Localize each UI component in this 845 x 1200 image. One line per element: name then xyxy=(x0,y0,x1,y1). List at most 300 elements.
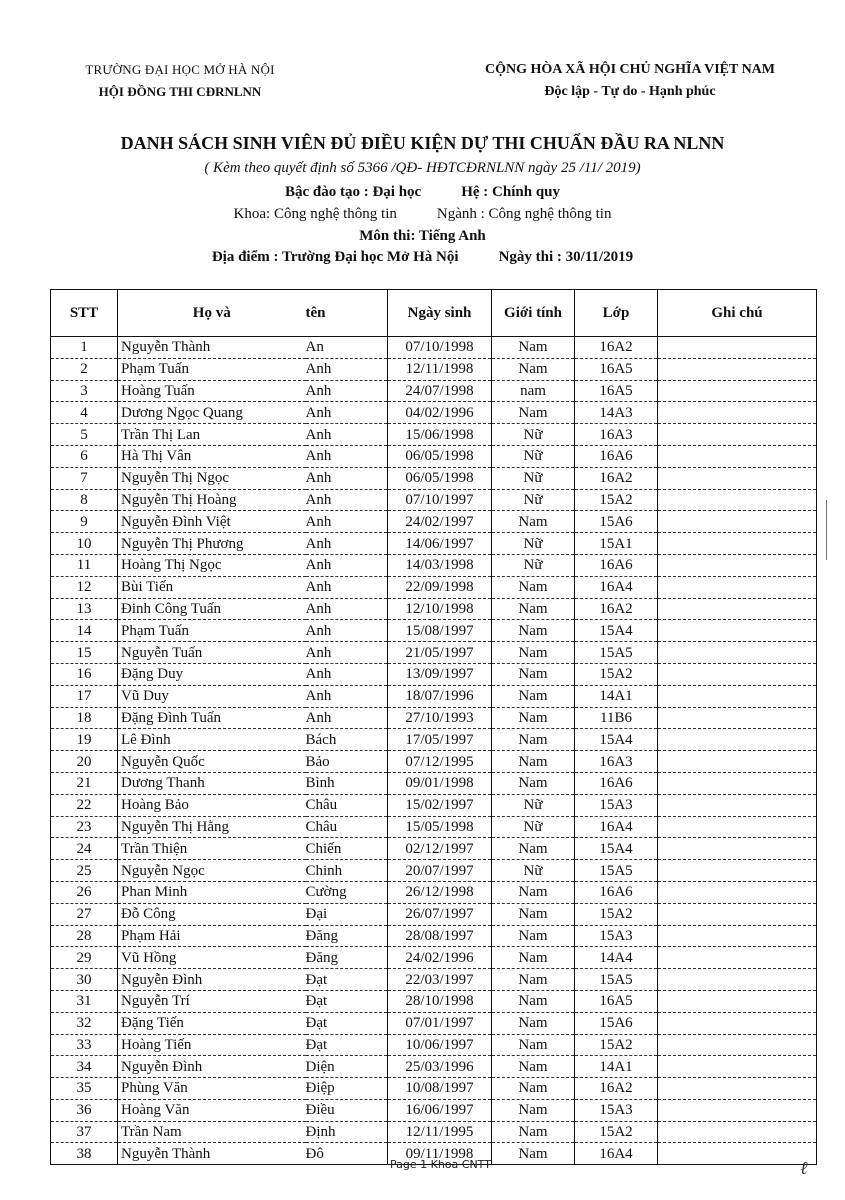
cell-ngay-sinh: 24/02/1997 xyxy=(388,511,492,533)
cell-lop: 16A6 xyxy=(575,554,658,576)
cell-ho: Vũ Hồng xyxy=(118,947,306,969)
meta-location-line xyxy=(0,249,845,266)
table-row xyxy=(51,1099,817,1121)
table-row xyxy=(51,358,817,380)
table-row xyxy=(51,642,817,664)
cell-ghi-chu xyxy=(658,1143,817,1165)
cell-ten: Bách xyxy=(306,729,388,751)
table-row xyxy=(51,467,817,489)
country-name: CỘNG HÒA XÃ HỘI CHỦ NGHĨA VIỆT NAM xyxy=(484,62,775,77)
cell-ghi-chu xyxy=(658,860,817,882)
cell-lop: 15A5 xyxy=(575,969,658,991)
cell-lop: 16A2 xyxy=(575,337,658,359)
cell-ten: Anh xyxy=(306,554,388,576)
cell-stt: 30 xyxy=(51,969,118,991)
cell-ten: Anh xyxy=(306,663,388,685)
cell-lop: 14A3 xyxy=(575,402,658,424)
cell-stt: 4 xyxy=(51,402,118,424)
cell-stt: 25 xyxy=(51,860,118,882)
cell-ngay-sinh: 10/06/1997 xyxy=(388,1034,492,1056)
cell-gioi-tinh: Nam xyxy=(492,1012,575,1034)
cell-gioi-tinh: Nam xyxy=(492,663,575,685)
cell-ho: Vũ Duy xyxy=(118,685,306,707)
cell-ho: Phan Minh xyxy=(118,881,306,903)
cell-ho: Nguyễn Thành xyxy=(118,337,306,359)
cell-ho: Phạm Hải xyxy=(118,925,306,947)
meta-subject-line xyxy=(0,228,845,245)
cell-ghi-chu xyxy=(658,642,817,664)
cell-ten: Anh xyxy=(306,489,388,511)
cell-ten: Anh xyxy=(306,445,388,467)
cell-stt: 32 xyxy=(51,1012,118,1034)
cell-ho: Hà Thị Vân xyxy=(118,445,306,467)
cell-stt: 6 xyxy=(51,445,118,467)
cell-ho: Hoàng Bảo xyxy=(118,794,306,816)
cell-stt: 34 xyxy=(51,1056,118,1078)
cell-lop: 15A2 xyxy=(575,1034,658,1056)
education-level: Bậc đào tạo : Đại học xyxy=(284,184,422,200)
header-ghi-chu: Ghi chú xyxy=(658,290,817,337)
cell-ghi-chu xyxy=(658,707,817,729)
table-row xyxy=(51,533,817,555)
cell-lop: 15A4 xyxy=(575,838,658,860)
cell-ghi-chu xyxy=(658,685,817,707)
table-row xyxy=(51,751,817,773)
cell-ten: Đạt xyxy=(306,1034,388,1056)
cell-ten: Bình xyxy=(306,772,388,794)
cell-ghi-chu xyxy=(658,576,817,598)
cell-lop: 16A4 xyxy=(575,1143,658,1165)
cell-ngay-sinh: 27/10/1993 xyxy=(388,707,492,729)
cell-gioi-tinh: Nam xyxy=(492,707,575,729)
cell-ho: Dương Thanh xyxy=(118,772,306,794)
cell-ghi-chu xyxy=(658,554,817,576)
cell-ngay-sinh: 12/11/1995 xyxy=(388,1121,492,1143)
student-list-table-wrapper xyxy=(50,289,816,1165)
cell-stt: 3 xyxy=(51,380,118,402)
table-body xyxy=(51,337,817,1165)
cell-ho: Nguyễn Đình Việt xyxy=(118,511,306,533)
cell-lop: 16A2 xyxy=(575,467,658,489)
table-row xyxy=(51,794,817,816)
cell-stt: 24 xyxy=(51,838,118,860)
table-row xyxy=(51,489,817,511)
cell-ngay-sinh: 10/08/1997 xyxy=(388,1078,492,1100)
header-lop: Lớp xyxy=(575,290,658,337)
cell-stt: 23 xyxy=(51,816,118,838)
cell-gioi-tinh: Nữ xyxy=(492,816,575,838)
cell-lop: 15A2 xyxy=(575,489,658,511)
cell-ho: Đặng Tiến xyxy=(118,1012,306,1034)
table-row xyxy=(51,860,817,882)
cell-ten: Anh xyxy=(306,620,388,642)
header-gioi-tinh: Giới tính xyxy=(492,290,575,337)
faculty: Khoa: Công nghệ thông tin xyxy=(233,206,397,222)
cell-ho: Nguyễn Thành xyxy=(118,1143,306,1165)
cell-gioi-tinh: Nam xyxy=(492,925,575,947)
cell-ngay-sinh: 07/10/1998 xyxy=(388,337,492,359)
cell-ghi-chu xyxy=(658,511,817,533)
cell-stt: 26 xyxy=(51,881,118,903)
cell-ten: Chiến xyxy=(306,838,388,860)
cell-lop: 15A3 xyxy=(575,794,658,816)
cell-stt: 9 xyxy=(51,511,118,533)
cell-ten: Đăng xyxy=(306,947,388,969)
cell-ghi-chu xyxy=(658,424,817,446)
table-row xyxy=(51,424,817,446)
cell-lop: 16A4 xyxy=(575,816,658,838)
cell-stt: 18 xyxy=(51,707,118,729)
cell-ngay-sinh: 15/02/1997 xyxy=(388,794,492,816)
table-row xyxy=(51,402,817,424)
cell-ten: Đô xyxy=(306,1143,388,1165)
cell-ngay-sinh: 15/06/1998 xyxy=(388,424,492,446)
cell-ngay-sinh: 21/05/1997 xyxy=(388,642,492,664)
cell-ghi-chu xyxy=(658,402,817,424)
motto: Độc lập - Tự do - Hạnh phúc xyxy=(544,84,716,99)
cell-lop: 15A6 xyxy=(575,1012,658,1034)
cell-ho: Nguyễn Tuấn xyxy=(118,642,306,664)
cell-ngay-sinh: 28/10/1998 xyxy=(388,990,492,1012)
header-stt: STT xyxy=(51,290,118,337)
study-system: Hệ : Chính quy xyxy=(461,184,561,200)
cell-gioi-tinh: Nam xyxy=(492,1078,575,1100)
table-row xyxy=(51,1012,817,1034)
cell-stt: 5 xyxy=(51,424,118,446)
cell-stt: 13 xyxy=(51,598,118,620)
cell-gioi-tinh: Nữ xyxy=(492,489,575,511)
cell-stt: 22 xyxy=(51,794,118,816)
cell-ghi-chu xyxy=(658,337,817,359)
cell-gioi-tinh: Nam xyxy=(492,969,575,991)
cell-stt: 35 xyxy=(51,1078,118,1100)
table-row xyxy=(51,729,817,751)
cell-gioi-tinh: Nam xyxy=(492,881,575,903)
cell-gioi-tinh: Nam xyxy=(492,402,575,424)
cell-ho: Nguyễn Ngọc xyxy=(118,860,306,882)
cell-gioi-tinh: Nam xyxy=(492,511,575,533)
cell-ngay-sinh: 22/03/1997 xyxy=(388,969,492,991)
cell-lop: 16A3 xyxy=(575,751,658,773)
table-row xyxy=(51,685,817,707)
cell-ten: Diện xyxy=(306,1056,388,1078)
cell-stt: 7 xyxy=(51,467,118,489)
cell-ho: Phạm Tuấn xyxy=(118,358,306,380)
cell-ho: Dương Ngọc Quang xyxy=(118,402,306,424)
cell-ngay-sinh: 17/05/1997 xyxy=(388,729,492,751)
cell-gioi-tinh: Nam xyxy=(492,1121,575,1143)
cell-gioi-tinh: Nữ xyxy=(492,860,575,882)
cell-ten: Anh xyxy=(306,511,388,533)
cell-ngay-sinh: 12/11/1998 xyxy=(388,358,492,380)
cell-gioi-tinh: Nữ xyxy=(492,794,575,816)
cell-ghi-chu xyxy=(658,1056,817,1078)
cell-ghi-chu xyxy=(658,1012,817,1034)
cell-ten: Đại xyxy=(306,903,388,925)
cell-ghi-chu xyxy=(658,1078,817,1100)
cell-stt: 14 xyxy=(51,620,118,642)
cell-ngay-sinh: 07/01/1997 xyxy=(388,1012,492,1034)
cell-ghi-chu xyxy=(658,751,817,773)
cell-gioi-tinh: Nam xyxy=(492,642,575,664)
cell-stt: 28 xyxy=(51,925,118,947)
cell-ghi-chu xyxy=(658,990,817,1012)
table-row xyxy=(51,772,817,794)
cell-stt: 12 xyxy=(51,576,118,598)
cell-lop: 15A2 xyxy=(575,903,658,925)
cell-ghi-chu xyxy=(658,838,817,860)
cell-stt: 37 xyxy=(51,1121,118,1143)
major: Ngành : Công nghệ thông tin xyxy=(436,206,612,222)
cell-ten: Điều xyxy=(306,1099,388,1121)
cell-ngay-sinh: 07/12/1995 xyxy=(388,751,492,773)
cell-gioi-tinh: Nam xyxy=(492,1056,575,1078)
cell-ten: Anh xyxy=(306,642,388,664)
cell-ngay-sinh: 09/01/1998 xyxy=(388,772,492,794)
cell-ten: Châu xyxy=(306,816,388,838)
exam-council-name: HỘI ĐỒNG THI CĐRNLNN xyxy=(98,84,262,99)
cell-ngay-sinh: 06/05/1998 xyxy=(388,445,492,467)
cell-ngay-sinh: 22/09/1998 xyxy=(388,576,492,598)
cell-ghi-chu xyxy=(658,533,817,555)
cell-ho: Phùng Văn xyxy=(118,1078,306,1100)
cell-ten: Anh xyxy=(306,707,388,729)
cell-ngay-sinh: 24/02/1996 xyxy=(388,947,492,969)
cell-gioi-tinh: Nữ xyxy=(492,533,575,555)
cell-stt: 21 xyxy=(51,772,118,794)
cell-ngay-sinh: 24/07/1998 xyxy=(388,380,492,402)
cell-lop: 16A3 xyxy=(575,424,658,446)
document-title: DANH SÁCH SINH VIÊN ĐỦ ĐIỀU KIỆN DỰ THI CHUẨN ĐẦU RA NLNN xyxy=(120,133,725,153)
cell-ghi-chu xyxy=(658,881,817,903)
cell-lop: 16A2 xyxy=(575,1078,658,1100)
cell-ten: Anh xyxy=(306,402,388,424)
exam-subject: Môn thi: Tiếng Anh xyxy=(359,228,486,244)
cell-ho: Nguyễn Thị Phương xyxy=(118,533,306,555)
student-list-table xyxy=(50,289,817,1165)
cell-gioi-tinh: Nam xyxy=(492,729,575,751)
cell-lop: 16A6 xyxy=(575,445,658,467)
table-row xyxy=(51,663,817,685)
table-row xyxy=(51,337,817,359)
cell-ho: Nguyễn Đình xyxy=(118,1056,306,1078)
cell-gioi-tinh: Nam xyxy=(492,990,575,1012)
cell-ho: Trần Thị Lan xyxy=(118,424,306,446)
meta-faculty-line xyxy=(0,206,845,223)
cell-stt: 29 xyxy=(51,947,118,969)
cell-lop: 15A4 xyxy=(575,729,658,751)
cell-lop: 15A3 xyxy=(575,925,658,947)
cell-ngay-sinh: 25/03/1996 xyxy=(388,1056,492,1078)
cell-gioi-tinh: Nam xyxy=(492,751,575,773)
cell-gioi-tinh: Nữ xyxy=(492,445,575,467)
cell-ngay-sinh: 26/12/1998 xyxy=(388,881,492,903)
cell-stt: 2 xyxy=(51,358,118,380)
cell-stt: 38 xyxy=(51,1143,118,1165)
meta-education-level-line xyxy=(0,184,845,201)
cell-stt: 15 xyxy=(51,642,118,664)
cell-lop: 16A4 xyxy=(575,576,658,598)
table-row xyxy=(51,445,817,467)
cell-ngay-sinh: 20/07/1997 xyxy=(388,860,492,882)
cell-ho: Nguyễn Quốc xyxy=(118,751,306,773)
cell-lop: 14A1 xyxy=(575,1056,658,1078)
cell-stt: 20 xyxy=(51,751,118,773)
university-name: TRƯỜNG ĐẠI HỌC MỞ HÀ NỘI xyxy=(85,62,275,77)
cell-ghi-chu xyxy=(658,816,817,838)
cell-lop: 16A5 xyxy=(575,380,658,402)
cell-ghi-chu xyxy=(658,620,817,642)
cell-ngay-sinh: 15/05/1998 xyxy=(388,816,492,838)
table-row xyxy=(51,969,817,991)
table-row xyxy=(51,1078,817,1100)
cell-ghi-chu xyxy=(658,925,817,947)
cell-ten: Đăng xyxy=(306,925,388,947)
cell-ngay-sinh: 16/06/1997 xyxy=(388,1099,492,1121)
cell-ten: Anh xyxy=(306,358,388,380)
table-row xyxy=(51,1121,817,1143)
cell-ngay-sinh: 14/06/1997 xyxy=(388,533,492,555)
cell-ngay-sinh: 06/05/1998 xyxy=(388,467,492,489)
cell-ho: Lê Đình xyxy=(118,729,306,751)
cell-ngay-sinh: 15/08/1997 xyxy=(388,620,492,642)
cell-ho: Hoàng Tiến xyxy=(118,1034,306,1056)
cell-stt: 11 xyxy=(51,554,118,576)
decision-reference: ( Kèm theo quyết định số 5366 /QĐ- HĐTCĐRNLNN ngày 25 /11/ 2019) xyxy=(204,160,641,176)
cell-ten: Đạt xyxy=(306,990,388,1012)
cell-gioi-tinh: nam xyxy=(492,380,575,402)
cell-ngay-sinh: 04/02/1996 xyxy=(388,402,492,424)
cell-ngay-sinh: 18/07/1996 xyxy=(388,685,492,707)
cell-ho: Đặng Duy xyxy=(118,663,306,685)
header-ho: Họ và xyxy=(118,290,306,337)
cell-stt: 33 xyxy=(51,1034,118,1056)
cell-lop: 15A5 xyxy=(575,642,658,664)
cell-ten: Đạt xyxy=(306,1012,388,1034)
table-header-row xyxy=(51,290,817,337)
table-row xyxy=(51,990,817,1012)
cell-ghi-chu xyxy=(658,794,817,816)
header-ten: tên xyxy=(306,290,388,337)
cell-ho: Nguyễn Thị Hằng xyxy=(118,816,306,838)
cell-gioi-tinh: Nam xyxy=(492,685,575,707)
header-ngay-sinh: Ngày sinh xyxy=(388,290,492,337)
cell-gioi-tinh: Nữ xyxy=(492,424,575,446)
cell-lop: 16A5 xyxy=(575,358,658,380)
cell-stt: 19 xyxy=(51,729,118,751)
cell-stt: 36 xyxy=(51,1099,118,1121)
cell-lop: 16A6 xyxy=(575,772,658,794)
cell-ghi-chu xyxy=(658,947,817,969)
cell-lop: 11B6 xyxy=(575,707,658,729)
table-row xyxy=(51,511,817,533)
cell-gioi-tinh: Nam xyxy=(492,1099,575,1121)
cell-ngay-sinh: 12/10/1998 xyxy=(388,598,492,620)
cell-lop: 16A2 xyxy=(575,598,658,620)
cell-ghi-chu xyxy=(658,380,817,402)
cell-ten: Định xyxy=(306,1121,388,1143)
cell-ten: An xyxy=(306,337,388,359)
cell-ten: Anh xyxy=(306,380,388,402)
cell-ho: Nguyễn Thị Hoàng xyxy=(118,489,306,511)
cell-lop: 15A3 xyxy=(575,1099,658,1121)
cell-ho: Hoàng Tuấn xyxy=(118,380,306,402)
cell-gioi-tinh: Nam xyxy=(492,337,575,359)
cell-ghi-chu xyxy=(658,663,817,685)
cell-ten: Đạt xyxy=(306,969,388,991)
cell-stt: 8 xyxy=(51,489,118,511)
cell-ten: Cường xyxy=(306,881,388,903)
cell-gioi-tinh: Nữ xyxy=(492,554,575,576)
cell-ho: Nguyễn Thị Ngọc xyxy=(118,467,306,489)
cell-ho: Nguyễn Trí xyxy=(118,990,306,1012)
cell-gioi-tinh: Nữ xyxy=(492,467,575,489)
cell-gioi-tinh: Nam xyxy=(492,1143,575,1165)
cell-ghi-chu xyxy=(658,445,817,467)
cell-ngay-sinh: 14/03/1998 xyxy=(388,554,492,576)
cell-ten: Bảo xyxy=(306,751,388,773)
cell-ngay-sinh: 26/07/1997 xyxy=(388,903,492,925)
cell-ten: Anh xyxy=(306,685,388,707)
cell-lop: 15A5 xyxy=(575,860,658,882)
national-motto-header xyxy=(440,62,820,100)
cell-ho: Hoàng Thị Ngọc xyxy=(118,554,306,576)
table-row xyxy=(51,947,817,969)
initials-mark: ℓ xyxy=(800,1158,808,1179)
table-row xyxy=(51,576,817,598)
cell-ho: Nguyễn Đình xyxy=(118,969,306,991)
cell-ho: Trần Nam xyxy=(118,1121,306,1143)
cell-gioi-tinh: Nam xyxy=(492,1034,575,1056)
cell-stt: 31 xyxy=(51,990,118,1012)
cell-ngay-sinh: 07/10/1997 xyxy=(388,489,492,511)
cell-ten: Chinh xyxy=(306,860,388,882)
scan-margin-mark xyxy=(826,500,837,560)
table-row xyxy=(51,1056,817,1078)
table-row xyxy=(51,620,817,642)
cell-lop: 14A4 xyxy=(575,947,658,969)
cell-gioi-tinh: Nam xyxy=(492,903,575,925)
cell-stt: 17 xyxy=(51,685,118,707)
cell-ngay-sinh: 09/11/1998 xyxy=(388,1143,492,1165)
cell-ghi-chu xyxy=(658,1121,817,1143)
cell-gioi-tinh: Nam xyxy=(492,772,575,794)
cell-lop: 15A1 xyxy=(575,533,658,555)
cell-stt: 27 xyxy=(51,903,118,925)
institution-header xyxy=(50,62,310,100)
table-row xyxy=(51,380,817,402)
cell-stt: 16 xyxy=(51,663,118,685)
cell-ghi-chu xyxy=(658,598,817,620)
cell-ghi-chu xyxy=(658,1034,817,1056)
cell-ten: Anh xyxy=(306,467,388,489)
table-row xyxy=(51,598,817,620)
cell-ho: Bùi Tiến xyxy=(118,576,306,598)
cell-ho: Đinh Công Tuấn xyxy=(118,598,306,620)
table-row xyxy=(51,881,817,903)
table-row xyxy=(51,707,817,729)
cell-ghi-chu xyxy=(658,489,817,511)
cell-lop: 16A5 xyxy=(575,990,658,1012)
cell-lop: 15A4 xyxy=(575,620,658,642)
cell-ho: Đặng Đình Tuấn xyxy=(118,707,306,729)
cell-ten: Anh xyxy=(306,533,388,555)
cell-ghi-chu xyxy=(658,729,817,751)
cell-lop: 14A1 xyxy=(575,685,658,707)
cell-ngay-sinh: 28/08/1997 xyxy=(388,925,492,947)
cell-ghi-chu xyxy=(658,1099,817,1121)
cell-lop: 15A2 xyxy=(575,663,658,685)
